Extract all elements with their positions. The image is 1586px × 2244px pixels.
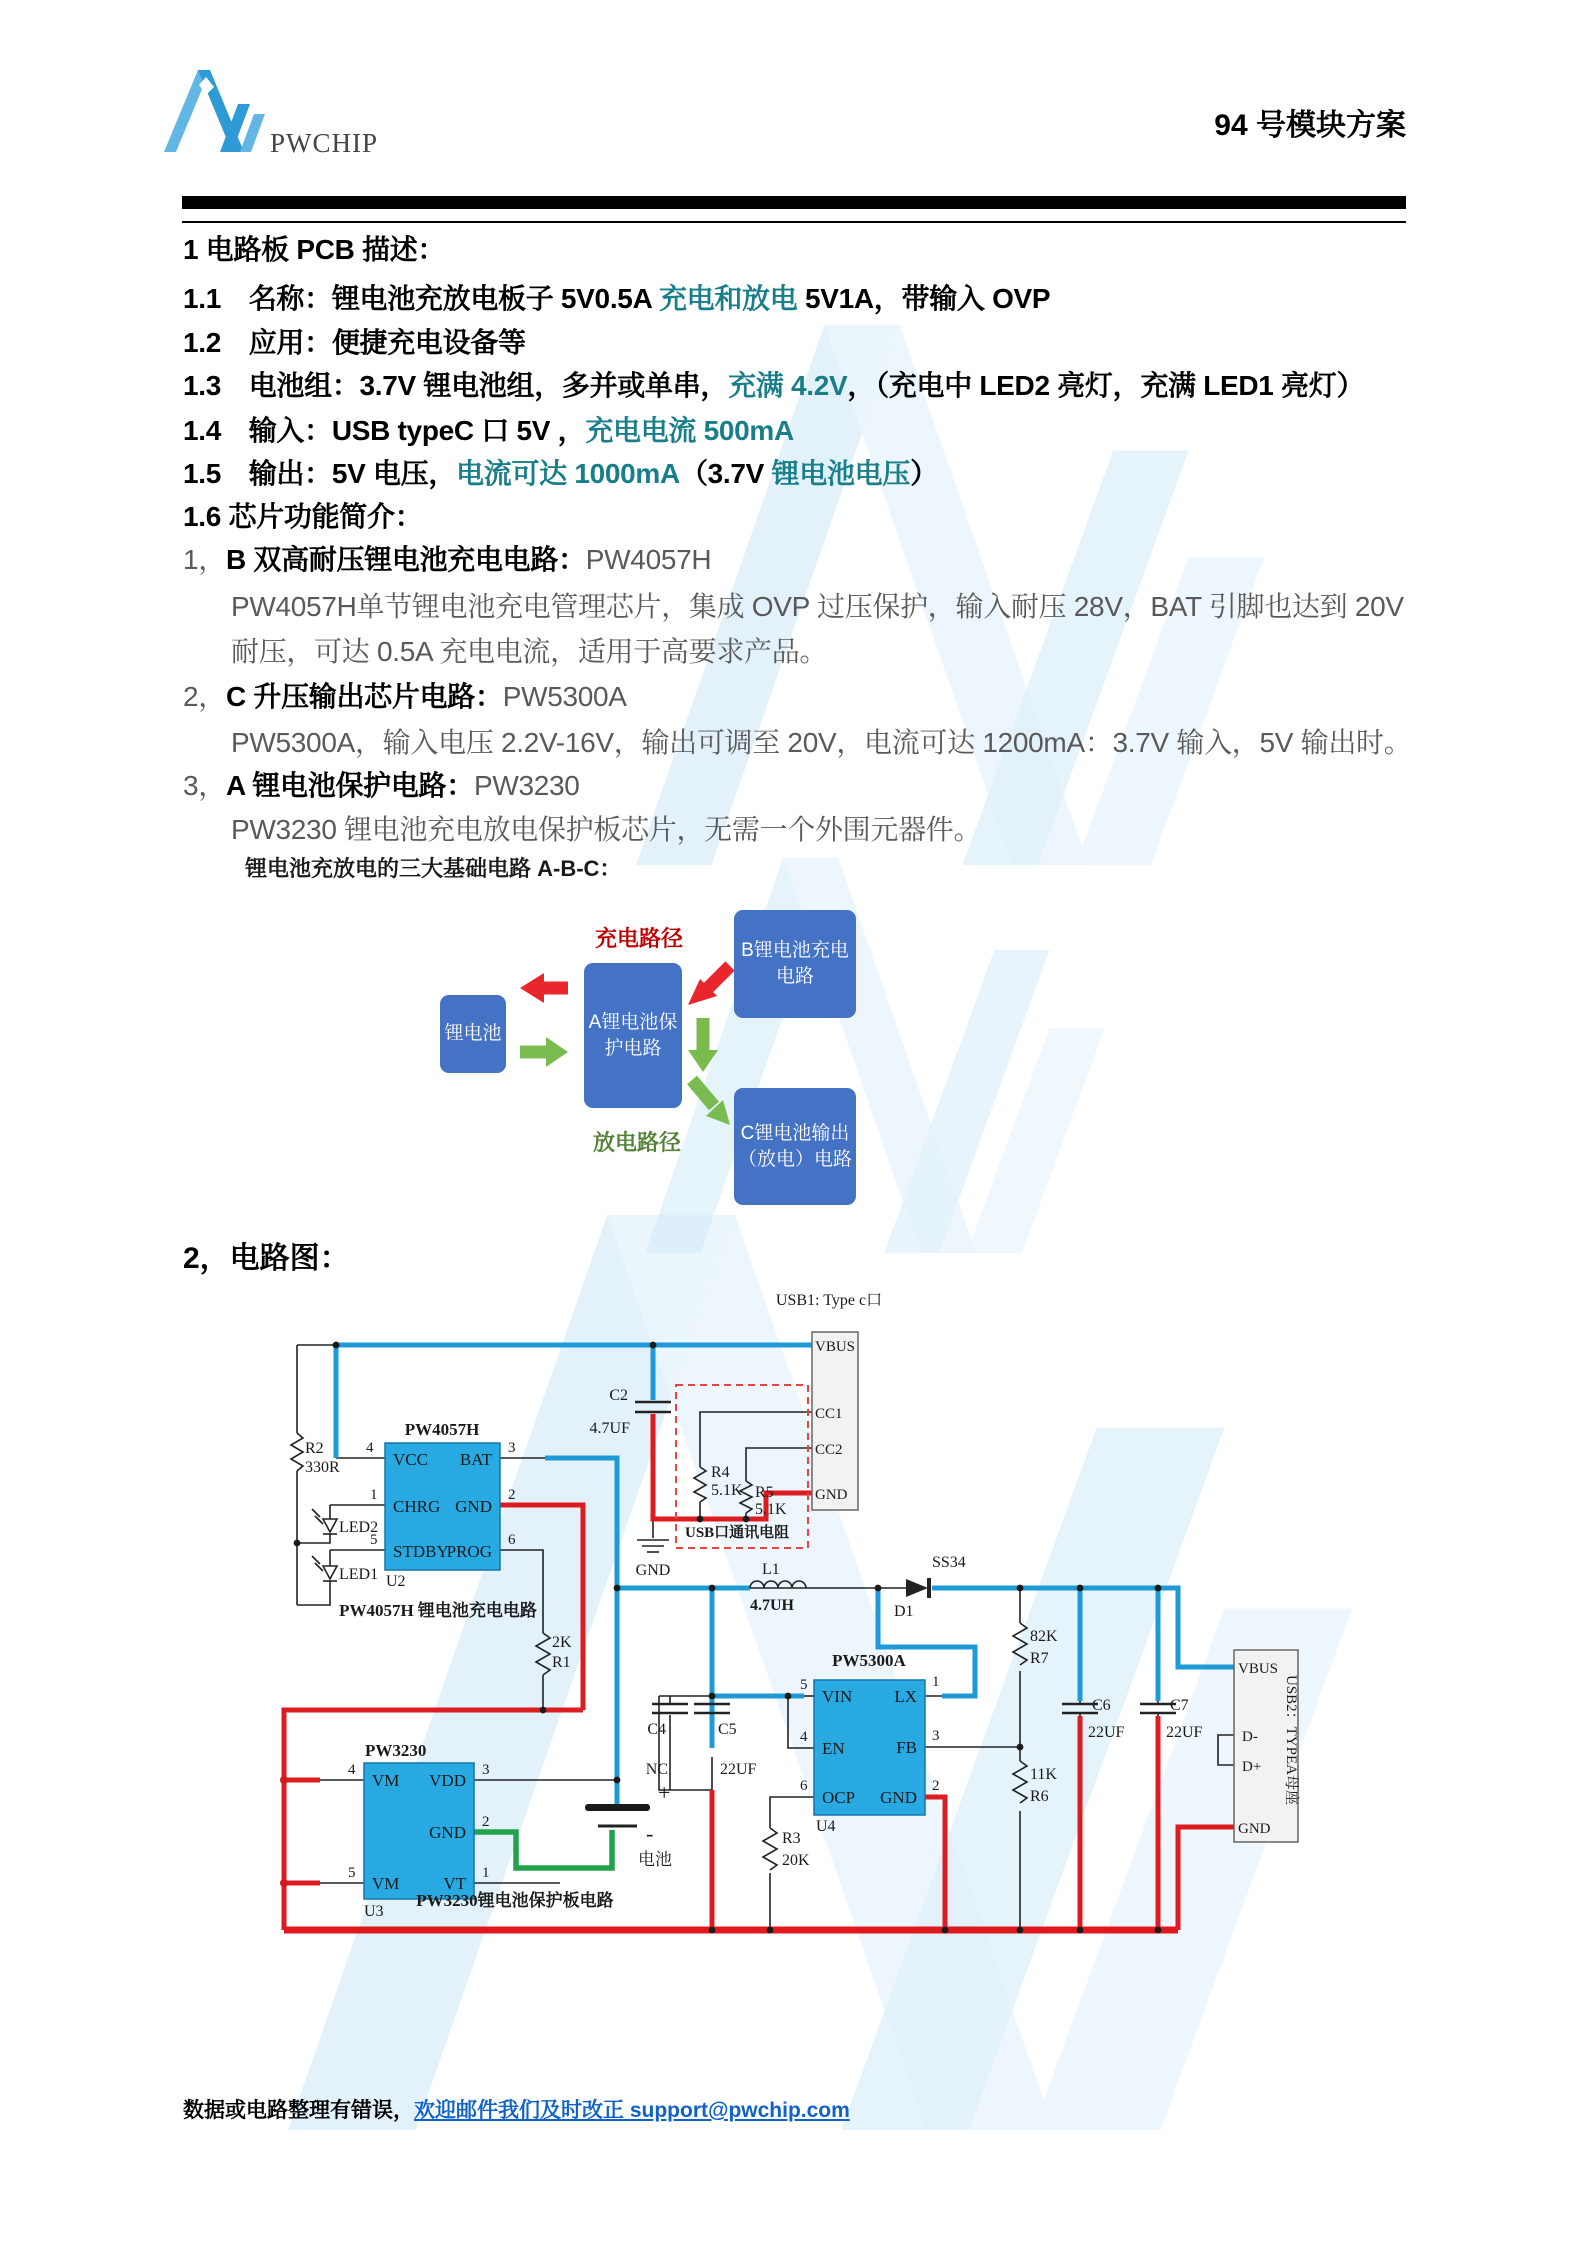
resistor-r3 — [763, 1828, 810, 1870]
svg-text:4: 4 — [800, 1729, 808, 1745]
svg-text:C4: C4 — [647, 1721, 666, 1738]
svg-text:VM: VM — [372, 1771, 400, 1790]
svg-text:5.1K: 5.1K — [755, 1501, 787, 1518]
svg-text:20K: 20K — [782, 1852, 810, 1869]
svg-text:2K: 2K — [552, 1634, 572, 1651]
svg-text:GND: GND — [635, 1562, 671, 1579]
body-text-line — [183, 452, 938, 492]
usb-cc-resistors — [676, 1385, 808, 1548]
text-segment: 1.6 芯片功能简介： — [183, 501, 423, 532]
svg-text:2: 2 — [482, 1814, 490, 1830]
svg-text:R6: R6 — [1030, 1788, 1049, 1805]
svg-text:LED2: LED2 — [339, 1519, 379, 1536]
body-text-line — [231, 630, 827, 670]
svg-text:4.7UF: 4.7UF — [589, 1420, 630, 1437]
text-segment: 1.2 应用：便捷充电设备等 — [183, 327, 526, 358]
charge-arrow — [520, 973, 568, 1003]
discharge-path-label: 放电路径 — [593, 1130, 682, 1155]
diagram-box-protection: A锂电池保护电路 — [584, 963, 682, 1108]
text-segment: ，（充电中 LED2 亮灯，充满 LED1 亮灯） — [847, 370, 1365, 401]
svg-text:5: 5 — [348, 1865, 356, 1881]
body-text-line — [231, 721, 1411, 761]
text-segment: PW3230 锂电池充电放电保护板芯片，无需一个外围元器件。 — [231, 814, 982, 845]
document-title: 94 号模块方案 — [1214, 109, 1406, 142]
svg-text:+: + — [658, 1780, 671, 1805]
svg-text:CC1: CC1 — [815, 1406, 843, 1422]
company-logo — [158, 62, 418, 163]
text-segment: 锂电池电压 — [771, 458, 911, 489]
text-segment: 1 电路板 PCB 描述： — [183, 234, 446, 265]
svg-text:R3: R3 — [782, 1830, 801, 1847]
svg-text:5.1K: 5.1K — [711, 1482, 743, 1499]
svg-text:U2: U2 — [386, 1573, 406, 1590]
svg-text:VIN: VIN — [822, 1687, 853, 1706]
svg-text:PW4057H: PW4057H — [404, 1420, 480, 1439]
text-segment: A 锂电池保护电路： — [225, 770, 474, 801]
svg-text:4: 4 — [366, 1440, 374, 1456]
body-text-line — [183, 364, 1364, 404]
svg-text:FB: FB — [896, 1738, 917, 1757]
body-text-line — [183, 321, 526, 361]
svg-text:SS34: SS34 — [932, 1554, 966, 1571]
capacitor-c5 — [694, 1704, 757, 1778]
text-segment: PW4057H — [585, 544, 712, 575]
diagram-box-output-circuit: C锂电池输出（放电）电路 — [734, 1088, 856, 1205]
resistor-r6 — [1013, 1761, 1057, 1805]
footer-support-link[interactable]: 欢迎邮件我们及时改正 support@pwchip.com — [414, 2099, 850, 2122]
body-text-line — [183, 764, 580, 804]
svg-text:3: 3 — [508, 1440, 516, 1456]
svg-text:BAT: BAT — [459, 1450, 492, 1469]
footer-text: 数据或电路整理有错误， — [183, 2099, 414, 2122]
battery-negative-wire — [474, 1830, 612, 1868]
svg-text:6: 6 — [800, 1778, 808, 1794]
svg-text:LX: LX — [894, 1687, 917, 1706]
svg-text:C7: C7 — [1170, 1697, 1189, 1714]
svg-text:D+: D+ — [1242, 1759, 1262, 1775]
text-segment: PW3230 — [473, 770, 580, 801]
diagram-box-battery: 锂电池 — [440, 995, 506, 1073]
svg-text:22UF: 22UF — [1166, 1724, 1203, 1741]
svg-text:NC: NC — [645, 1761, 668, 1778]
text-segment: 充电和放电 — [658, 283, 798, 314]
text-segment: B 双高耐压锂电池充电电路： — [225, 544, 586, 575]
svg-text:D-: D- — [1242, 1729, 1258, 1745]
text-segment: 1.1 名称：锂电池充放电板子 5V0.5A — [183, 283, 659, 314]
charge-path-label: 充电路径 — [595, 926, 684, 951]
text-segment: PW5300A — [502, 681, 627, 712]
svg-text:GND: GND — [429, 1823, 466, 1842]
usb1-connector — [776, 1292, 882, 1510]
svg-text:4.7UH: 4.7UH — [750, 1597, 794, 1614]
svg-text:USB2：TYPEA母座: USB2：TYPEA母座 — [1283, 1675, 1299, 1806]
text-segment: ） — [910, 458, 938, 489]
body-text-line — [183, 228, 445, 268]
svg-text:OCP: OCP — [822, 1788, 856, 1807]
svg-text:C5: C5 — [718, 1721, 737, 1738]
svg-text:1: 1 — [482, 1865, 490, 1881]
usb2-connector — [1234, 1650, 1300, 1842]
text-segment: 电流可达 1000mA — [456, 458, 680, 489]
svg-text:PW3230锂电池保护板电路: PW3230锂电池保护板电路 — [416, 1891, 614, 1910]
resistor-r7 — [1013, 1623, 1058, 1667]
text-segment: PW4057H单节锂电池充电管理芯片，集成 OVP 过压保护，输入耐压 28V，BAT 引脚也达到 20V — [231, 591, 1404, 622]
circuit-section-heading: 2，电路图： — [183, 1242, 350, 1275]
body-text-line — [183, 538, 711, 578]
text-segment: 3， — [183, 770, 226, 801]
resistor-r1 — [536, 1633, 572, 1675]
svg-text:PROG: PROG — [446, 1542, 492, 1561]
body-text-line — [231, 585, 1404, 625]
body-text-line — [183, 277, 1050, 317]
text-segment: C 升压输出芯片电路： — [225, 681, 503, 712]
text-segment: 耐压，可达 0.5A 充电电流，适用于高要求产品。 — [231, 636, 828, 667]
svg-text:VBUS: VBUS — [815, 1339, 856, 1355]
svg-text:PW3230: PW3230 — [365, 1741, 427, 1760]
body-text-line — [231, 808, 981, 848]
svg-text:D1: D1 — [894, 1603, 914, 1620]
capacitor-c4 — [646, 1704, 688, 1778]
svg-text:2: 2 — [932, 1778, 940, 1794]
svg-text:5: 5 — [370, 1532, 378, 1548]
led1-icon — [312, 1556, 378, 1583]
svg-text:C6: C6 — [1092, 1697, 1111, 1714]
pwchip-logo-icon — [158, 62, 418, 158]
svg-text:3: 3 — [932, 1728, 940, 1744]
svg-text:22UF: 22UF — [720, 1761, 757, 1778]
text-segment: 5V1A，带输入 OVP — [797, 283, 1051, 314]
svg-text:VT: VT — [443, 1874, 466, 1893]
header-rule-thick — [182, 196, 1406, 209]
svg-text:C2: C2 — [609, 1387, 628, 1404]
circuit-schematic — [190, 1285, 1310, 1941]
svg-text:2: 2 — [508, 1487, 516, 1503]
svg-text:VM: VM — [372, 1874, 400, 1893]
text-segment: 1.5 输出：5V 电压， — [183, 458, 457, 489]
text-segment: 1.3 电池组：3.7V 锂电池组，多并或单串， — [183, 370, 729, 401]
diagram-caption: 锂电池充放电的三大基础电路 A-B-C： — [245, 856, 622, 881]
svg-text:11K: 11K — [1030, 1766, 1057, 1783]
svg-text:R4: R4 — [711, 1464, 730, 1481]
svg-text:PW5300A: PW5300A — [832, 1651, 906, 1670]
svg-text:STDBY: STDBY — [393, 1542, 449, 1561]
resistor-r2 — [289, 1433, 340, 1476]
discharge-arrow — [520, 1037, 568, 1067]
text-segment: （3.7V — [679, 458, 772, 489]
body-text-line — [183, 495, 422, 535]
capacitor-c6 — [1062, 1697, 1125, 1741]
header-rule-thin — [182, 221, 1406, 223]
text-segment: 充电电流 500mA — [585, 415, 794, 446]
svg-text:PW4057H 锂电池充电电路: PW4057H 锂电池充电电路 — [339, 1601, 537, 1620]
text-segment: 充满 4.2V — [728, 370, 848, 401]
svg-text:GND: GND — [455, 1497, 492, 1516]
battery-symbol — [585, 1780, 672, 1869]
svg-text:VBUS: VBUS — [1238, 1661, 1279, 1677]
body-text-line — [183, 675, 627, 715]
svg-text:22UF: 22UF — [1088, 1724, 1125, 1741]
svg-text:L1: L1 — [762, 1561, 780, 1578]
svg-text:R5: R5 — [755, 1484, 774, 1501]
capacitor-c7 — [1140, 1697, 1203, 1741]
text-segment: 1.4 输入：USB typeC 口 5V ， — [183, 415, 586, 446]
svg-text:CC2: CC2 — [815, 1442, 843, 1458]
svg-text:CHRG: CHRG — [393, 1497, 441, 1516]
svg-text:VCC: VCC — [393, 1450, 428, 1469]
svg-text:3: 3 — [482, 1762, 490, 1778]
svg-text:82K: 82K — [1030, 1628, 1058, 1645]
chip-pw5300a — [800, 1651, 940, 1835]
charge-arrow — [688, 966, 730, 1005]
discharge-arrow — [688, 1018, 718, 1072]
ground-symbol — [636, 1540, 671, 1579]
svg-text:4: 4 — [348, 1762, 356, 1778]
svg-text:-: - — [646, 1821, 654, 1846]
svg-text:VDD: VDD — [429, 1771, 466, 1790]
text-segment: PW5300A，输入电压 2.2V-16V，输出可调至 20V，电流可达 1200mA：3.7V 输入，5V 输出时。 — [231, 727, 1412, 758]
capacitor-c2 — [590, 1387, 671, 1437]
svg-text:R1: R1 — [552, 1654, 571, 1671]
discharge-arrow — [692, 1080, 730, 1125]
brand-text: PWCHIP — [270, 128, 379, 158]
svg-text:6: 6 — [508, 1532, 516, 1548]
body-text-line — [183, 409, 794, 449]
svg-text:GND: GND — [815, 1487, 848, 1503]
svg-text:EN: EN — [822, 1739, 845, 1758]
svg-text:1: 1 — [932, 1674, 940, 1690]
svg-text:电池: 电池 — [638, 1850, 672, 1869]
svg-text:R2: R2 — [305, 1440, 324, 1457]
svg-text:GND: GND — [1238, 1821, 1271, 1837]
svg-text:USB1: Type c口: USB1: Type c口 — [775, 1292, 883, 1309]
svg-text:USB口通讯电阻: USB口通讯电阻 — [685, 1525, 790, 1541]
svg-text:LED1: LED1 — [339, 1566, 379, 1583]
svg-text:U4: U4 — [816, 1818, 836, 1835]
text-segment: 1， — [183, 544, 226, 575]
svg-text:R7: R7 — [1030, 1650, 1049, 1667]
diagram-box-charge-circuit: B锂电池充电电路 — [734, 910, 856, 1018]
svg-text:GND: GND — [880, 1788, 917, 1807]
text-segment: 2， — [183, 681, 226, 712]
svg-text:5: 5 — [800, 1677, 808, 1693]
footer-note — [183, 2094, 850, 2124]
svg-text:1: 1 — [370, 1487, 378, 1503]
svg-text:U3: U3 — [364, 1903, 384, 1920]
svg-text:330R: 330R — [305, 1459, 340, 1476]
led2-icon — [312, 1509, 378, 1536]
